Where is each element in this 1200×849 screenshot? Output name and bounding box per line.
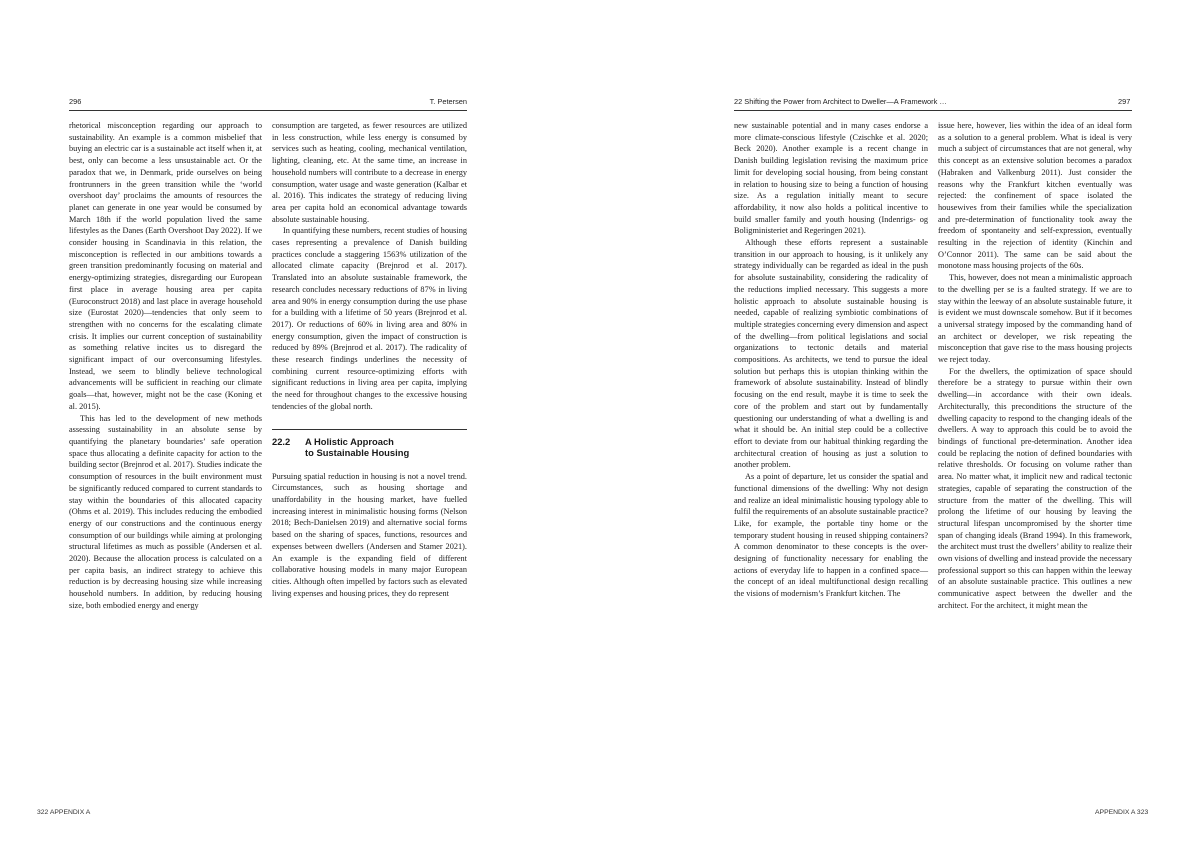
paragraph: Although these efforts represent a sustainable transition in our approach to housing, is it unlikely any strategy individually can be regarded as ideal in the push for absolute sustainability, considering the radicality of the reductions implied necessary. This suggests a more holistic approach to absolute sustainable housing is needed, capable of realizing symbiotic combinations of multiple strategies concerning every dimension and aspect of the dwelling—from political legislations and social organizations to tectonic details and material compositions. As architects, we tend to pursue the ideal solution but perhaps this is utopian thinking within the framework of absolute sustainability. Instead of blindly focusing on the end result, maybe it is time to seek the core of the problem and start out by fundamentally questioning our understanding of what a dwelling is and what it should be. An initial step could be a collective effort to deviate from our habitual thinking regarding the architectural creation of housing as just a solution to another problem.: [734, 238, 928, 470]
section-title: A Holistic Approach: [305, 435, 394, 447]
running-head: 22 Shifting the Power from Architect to Dweller—A Framework …: [734, 97, 947, 106]
left-column-1: [69, 120, 262, 612]
paragraph: rhetorical misconception regarding our approach to sustainability. An example is a common misbelief that buying an electric car is a sustainable act itself when it, at best, only can become a less unsustainable act. Or the paradox that we, in Denmark, pride ourselves on being frontrunners in the green transition while the ‘world overshoot day’ proclaims the amounts of resources the planet can generate in one year would be consumed by March 18th if the world population lived the same lifestyles as the Danes (Earth Overshoot Day 2022). If we consider housing in Scandinavia in this relation, the misconception is reflected in our ambitions towards a green transition predominantly focusing on material and energy-optimizing strategies, disregarding our European first place in average housing area per capita (Euroconstruct 2018) and last place in average household size (Eurostat 2020)—tendencies that only seem to strengthen with no concerns for the escalating climate crisis. It implies our current conception of sustainability as something relative incites us to disregard the significant impact of our overconsuming lifestyles. Instead, we seem to blindly believe technological advancements will be sufficient in reaching our climate goals—that, however, might not be the case (Koning et al. 2015).: [69, 121, 262, 411]
section-heading: [272, 429, 467, 458]
page-number: 296: [69, 97, 82, 106]
header-rule: [69, 110, 467, 111]
right-page: [600, 0, 1200, 849]
paragraph: In quantifying these numbers, recent studies of housing cases representing a prevalence of Danish building practices conclude a staggering 1563% utilization of the allocated climate capacity (Brejnrod et al. 2017). Translated into an absolute sustainable framework, the research concludes necessary reductions of 87% in living area and 90% in energy consumption during the use phase for a building with a lifetime of 50 years (Brejnrod et al. 2017). Or reductions of 60% in living area and 80% in energy consumption, given the impact of construction is reduced by 89% (Brejnrod et al. 2017). The radicality of these research findings underlines the necessity of combining current resource-optimizing efforts with significant reductions in living area per capita, implying the need for throughout changes to the excessive housing tendencies of the global north.: [272, 226, 467, 411]
right-column-2: [938, 120, 1132, 612]
paragraph: issue here, however, lies within the idea of an ideal form as a solution to a general problem. What is ideal is very much a subject of circumstances that are not general, why this concept as an extensive solution becomes a paradox (Habraken and Valkenburg 2011). Just consider the reasons why the Frankfurt kitchen eventually was rejected: the confinement of space isolated the housewives from their families while the specialization and pre-determination of functionality took away the freedom of spontaneity and self-expression, eventually resulting in the rejection of identity (Kinchin and O’Connor 2011). The same can be said about the monotone mass housing projects of the 60s.: [938, 121, 1132, 271]
paragraph: consumption are targeted, as fewer resources are utilized in less construction, while less energy is consumed by services such as heating, cooling, mechanical ventilation, lighting, cleaning, etc. At the same time, an increase in household numbers will contribute to a decrease in energy consumption, water usage and waste generation (Kalbar et al. 2016). This indicates the strategy of reducing living area per capita hold an economical advantage towards absolute sustainable housing.: [272, 121, 467, 224]
right-column-1: [734, 120, 928, 600]
page-footer: APPENDIX A 323: [1095, 809, 1149, 816]
running-head: T. Petersen: [429, 97, 467, 106]
paragraph: new sustainable potential and in many cases endorse a more climate-conscious lifestyle (Czischke et al. 2020; Beck 2020). Another example is a recent change in Danish building legislation revising the maximum price limit for developing social housing, from being constant in relation to housing size to being a function of housing size. As a regulation initially meant to secure affordability, it now also holds a political incentive to build smaller family and youth housing (Indenrigs- og Boligministeriet and Regeringen 2021).: [734, 121, 928, 236]
header-rule: [734, 110, 1132, 111]
paragraph: This has led to the development of new methods assessing sustainability in an absolute sense by quantifying the planetary boundaries’ safe operation space thus allocating a definite capacity for action to the building sector (Brejnrod et al. 2017). Studies indicate the consumption of resources in the built environment must be significantly reduced compared to current standards to stay within the boundaries of this allocated capacity (Ohms et al. 2019). This includes reducing the embodied energy of our constructions and the continuous energy consumption of our buildings while aiming at prolonging structural lifetimes as much as possible (Andersen et al. 2020). Because the allocation process is calculated on a per capita basis, an indirect strategy to achieve this reduction is by decreasing housing size while increasing household numbers. In addition, by reducing housing size, both embodied energy and energy: [69, 413, 262, 610]
page-footer: 322 APPENDIX A: [37, 809, 91, 816]
section-title: to Sustainable Housing: [305, 446, 410, 458]
paragraph: For the dwellers, the optimization of space should therefore be a strategy to pursue within their own dwelling—in accordance with their own ideals. Architecturally, this preconditions the structure of the dwelling capacity to respond to the changing ideals of the dwellers. A way to approach this could be to avoid the bindings of functional pre-determination. Another idea could be replacing the notion of defined boundaries with relative thresholds. Or focusing on volume rather than area. No matter what, it implicit new and radical tectonic strategies, capable of separating the construction of the structure from the matter of the dwelling. This will prolong the lifetime of our housing by leaving the structural lifespan uncompromised by the shorter time span of changing ideals (Brand 1994). In this framework, the architect must trust the dwellers’ ability to realize their own visions of dwelling and instead provide the necessary professional support so this can happen within the leeway of an absolute sustainable practice. This outlines a new communicative aspect between the dweller and the architect. For the architect, it might mean the: [938, 366, 1132, 610]
paragraph: This, however, does not mean a minimalistic approach to the dwelling per se is a faulted strategy. If we are to stay within the leeway of an absolute sustainable future, it is evident we must downscale somehow. But if it becomes a universal strategy imposed by the commanding hand of an architect or developer, we risk repeating the misconception that gave rise to the mass housing projects we reject today.: [938, 273, 1132, 365]
section-number: 22.2: [272, 435, 291, 447]
left-column-2: [272, 120, 467, 599]
page-number: 297: [1118, 97, 1131, 106]
paragraph: Pursuing spatial reduction in housing is not a novel trend. Circumstances, such as housing shortage and unaffordability in the housing market, have fuelled increasing interest in minimalistic housing forms (Nelson 2018; Bech-Danielsen 2019) and alternative social forms based on the sharing of spaces, functions, resources and expenses between dwellers (Andersen and Stamer 2021). An example is the expanding field of different collaborative housing models in many major European cities. Although often impelled by factors such as elevated living expenses and housing prices, they do represent: [272, 471, 467, 598]
paragraph: As a point of departure, let us consider the spatial and functional dimensions of the dwelling: Why not design and realize an ideal minimalistic housing typology able to fulfil the requirements of an absolute sustainable practice? Like, for example, the portable tiny home or the temporary student housing in reused shipping containers? A common denominator to these concepts is the over-designing of functionality necessary for enabling the actions of everyday life to happen in a confined space—the concept of an ideal multifunctional design recalling the visions of modernism’s Frankfurt kitchen. The: [734, 472, 928, 599]
